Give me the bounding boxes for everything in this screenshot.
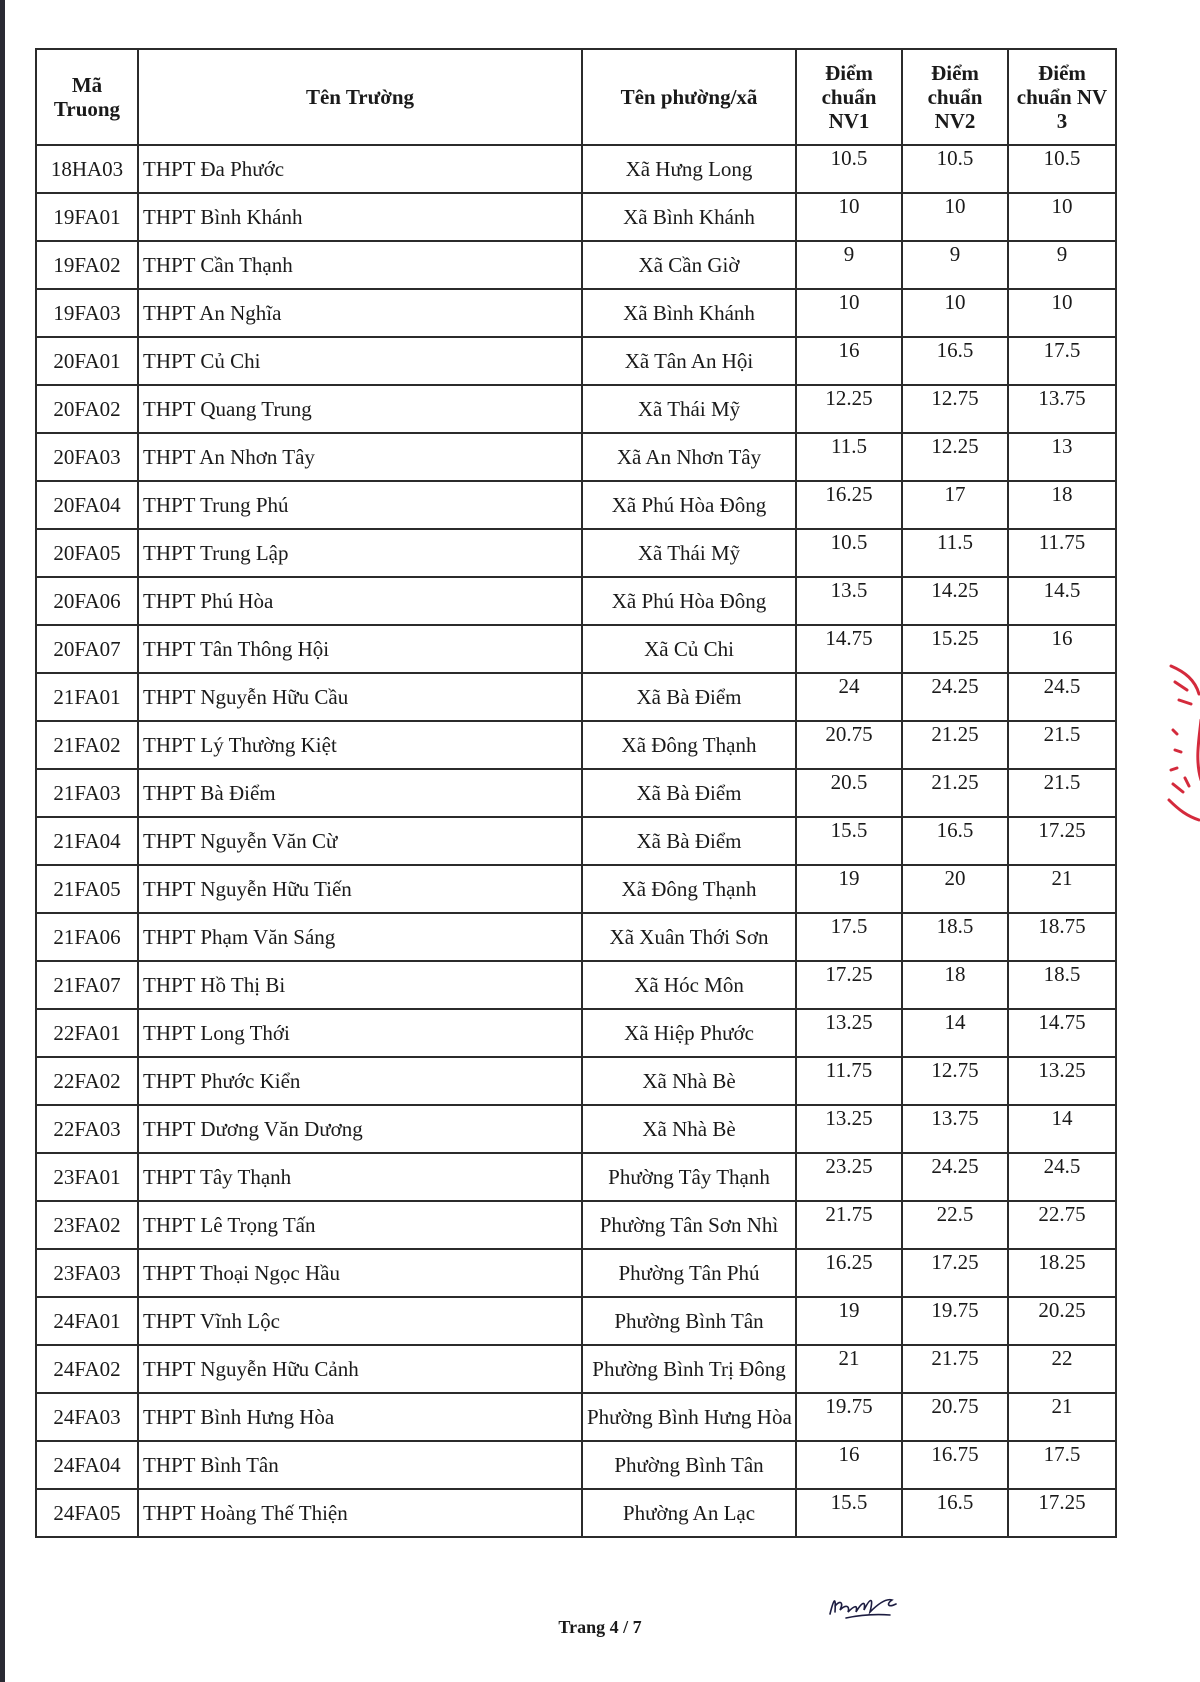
ward-cell: Xã Bình Khánh (582, 193, 796, 241)
ward-cell: Xã Xuân Thới Sơn (582, 913, 796, 961)
score-nv3-cell: 17.25 (1008, 817, 1116, 865)
ward-cell: Xã Hiệp Phước (582, 1009, 796, 1057)
score-nv3-cell: 17.5 (1008, 337, 1116, 385)
score-nv1-cell: 10.5 (796, 529, 902, 577)
score-nv2-cell: 14.25 (902, 577, 1008, 625)
ward-cell: Phường Tây Thạnh (582, 1153, 796, 1201)
school-code-cell: 24FA02 (36, 1345, 138, 1393)
score-nv3-cell: 13 (1008, 433, 1116, 481)
school-code-cell: 20FA03 (36, 433, 138, 481)
score-nv1-cell: 20.75 (796, 721, 902, 769)
ward-cell: Xã Phú Hòa Đông (582, 481, 796, 529)
scan-edge (0, 0, 5, 1682)
score-nv1-cell: 20.5 (796, 769, 902, 817)
school-name-cell: THPT Vĩnh Lộc (138, 1297, 582, 1345)
score-nv1-cell: 15.5 (796, 1489, 902, 1537)
ward-cell: Xã Đông Thạnh (582, 865, 796, 913)
school-code-cell: 21FA01 (36, 673, 138, 721)
school-code-cell: 23FA01 (36, 1153, 138, 1201)
score-nv2-cell: 19.75 (902, 1297, 1008, 1345)
score-nv1-cell: 13.5 (796, 577, 902, 625)
table-row (36, 625, 1116, 673)
school-name-cell: THPT Đa Phước (138, 145, 582, 193)
score-nv3-cell: 22.75 (1008, 1201, 1116, 1249)
table-row (36, 577, 1116, 625)
ward-cell: Xã Bà Điểm (582, 673, 796, 721)
score-nv2-cell: 10 (902, 289, 1008, 337)
school-name-cell: THPT An Nhơn Tây (138, 433, 582, 481)
school-code-cell: 21FA07 (36, 961, 138, 1009)
score-nv1-cell: 21 (796, 1345, 902, 1393)
school-code-cell: 22FA03 (36, 1105, 138, 1153)
school-code-cell: 21FA04 (36, 817, 138, 865)
score-nv2-cell: 20.75 (902, 1393, 1008, 1441)
table-row (36, 1249, 1116, 1297)
header-school-name: Tên Trường (138, 49, 582, 145)
school-name-cell: THPT Dương Văn Dương (138, 1105, 582, 1153)
school-name-cell: THPT Tân Thông Hội (138, 625, 582, 673)
score-nv3-cell: 14.5 (1008, 577, 1116, 625)
score-nv1-cell: 10 (796, 193, 902, 241)
school-code-cell: 22FA02 (36, 1057, 138, 1105)
school-code-cell: 20FA07 (36, 625, 138, 673)
table-body (36, 145, 1116, 1537)
score-nv3-cell: 13.75 (1008, 385, 1116, 433)
score-nv2-cell: 12.75 (902, 385, 1008, 433)
ward-cell: Xã An Nhơn Tây (582, 433, 796, 481)
school-code-cell: 19FA03 (36, 289, 138, 337)
score-nv1-cell: 21.75 (796, 1201, 902, 1249)
table-header-row (36, 49, 1116, 145)
score-nv2-cell: 15.25 (902, 625, 1008, 673)
table-row (36, 193, 1116, 241)
school-name-cell: THPT Hoàng Thế Thiện (138, 1489, 582, 1537)
school-code-cell: 18HA03 (36, 145, 138, 193)
score-nv3-cell: 13.25 (1008, 1057, 1116, 1105)
score-nv3-cell: 14 (1008, 1105, 1116, 1153)
score-nv1-cell: 11.5 (796, 433, 902, 481)
score-nv3-cell: 18.25 (1008, 1249, 1116, 1297)
score-nv2-cell: 16.5 (902, 817, 1008, 865)
score-nv2-cell: 18.5 (902, 913, 1008, 961)
score-nv3-cell: 10.5 (1008, 145, 1116, 193)
score-nv2-cell: 21.25 (902, 721, 1008, 769)
score-nv1-cell: 9 (796, 241, 902, 289)
ward-cell: Xã Bà Điểm (582, 769, 796, 817)
ward-cell: Phường Bình Hưng Hòa (582, 1393, 796, 1441)
school-name-cell: THPT Quang Trung (138, 385, 582, 433)
table-row (36, 1489, 1116, 1537)
stamp-icon (1165, 660, 1200, 840)
school-name-cell: THPT Phú Hòa (138, 577, 582, 625)
school-name-cell: THPT Lý Thường Kiệt (138, 721, 582, 769)
score-nv3-cell: 21 (1008, 1393, 1116, 1441)
school-name-cell: THPT Trung Lập (138, 529, 582, 577)
table-row (36, 481, 1116, 529)
school-code-cell: 24FA01 (36, 1297, 138, 1345)
school-name-cell: THPT Bà Điểm (138, 769, 582, 817)
table-row (36, 1201, 1116, 1249)
score-nv3-cell: 14.75 (1008, 1009, 1116, 1057)
score-nv2-cell: 16.5 (902, 337, 1008, 385)
score-nv2-cell: 24.25 (902, 1153, 1008, 1201)
score-nv2-cell: 16.75 (902, 1441, 1008, 1489)
table-row (36, 529, 1116, 577)
page-number: Trang 4 / 7 (558, 1617, 642, 1637)
ward-cell: Xã Cần Giờ (582, 241, 796, 289)
school-name-cell: THPT Thoại Ngọc Hầu (138, 1249, 582, 1297)
score-nv1-cell: 10.5 (796, 145, 902, 193)
header-score-nv2: Điểm chuẩn NV2 (902, 49, 1008, 145)
score-nv2-cell: 24.25 (902, 673, 1008, 721)
score-nv3-cell: 11.75 (1008, 529, 1116, 577)
score-nv2-cell: 14 (902, 1009, 1008, 1057)
score-nv2-cell: 17.25 (902, 1249, 1008, 1297)
ward-cell: Xã Củ Chi (582, 625, 796, 673)
school-name-cell: THPT Nguyễn Hữu Cầu (138, 673, 582, 721)
school-code-cell: 19FA01 (36, 193, 138, 241)
score-nv3-cell: 18.5 (1008, 961, 1116, 1009)
score-nv1-cell: 12.25 (796, 385, 902, 433)
ward-cell: Xã Nhà Bè (582, 1057, 796, 1105)
school-name-cell: THPT Bình Tân (138, 1441, 582, 1489)
ward-cell: Xã Bình Khánh (582, 289, 796, 337)
school-name-cell: THPT Long Thới (138, 1009, 582, 1057)
score-nv1-cell: 15.5 (796, 817, 902, 865)
school-code-cell: 20FA02 (36, 385, 138, 433)
table-row (36, 721, 1116, 769)
score-nv1-cell: 11.75 (796, 1057, 902, 1105)
school-name-cell: THPT Nguyễn Văn Cừ (138, 817, 582, 865)
score-nv2-cell: 20 (902, 865, 1008, 913)
score-nv2-cell: 21.25 (902, 769, 1008, 817)
score-nv1-cell: 24 (796, 673, 902, 721)
school-name-cell: THPT Nguyễn Hữu Cảnh (138, 1345, 582, 1393)
school-name-cell: THPT Củ Chi (138, 337, 582, 385)
score-nv1-cell: 13.25 (796, 1105, 902, 1153)
score-nv1-cell: 14.75 (796, 625, 902, 673)
school-code-cell: 20FA06 (36, 577, 138, 625)
school-name-cell: THPT Cần Thạnh (138, 241, 582, 289)
score-nv3-cell: 17.5 (1008, 1441, 1116, 1489)
ward-cell: Xã Thái Mỹ (582, 529, 796, 577)
table-row (36, 241, 1116, 289)
score-nv3-cell: 21.5 (1008, 769, 1116, 817)
school-code-cell: 24FA04 (36, 1441, 138, 1489)
score-nv2-cell: 12.25 (902, 433, 1008, 481)
ward-cell: Phường Tân Phú (582, 1249, 796, 1297)
table-row (36, 817, 1116, 865)
table-row (36, 865, 1116, 913)
header-ward: Tên phường/xã (582, 49, 796, 145)
score-nv3-cell: 20.25 (1008, 1297, 1116, 1345)
score-nv2-cell: 10.5 (902, 145, 1008, 193)
table-row (36, 913, 1116, 961)
score-nv3-cell: 10 (1008, 289, 1116, 337)
school-name-cell: THPT Phạm Văn Sáng (138, 913, 582, 961)
score-nv2-cell: 16.5 (902, 1489, 1008, 1537)
table-row (36, 769, 1116, 817)
score-nv1-cell: 19.75 (796, 1393, 902, 1441)
score-nv3-cell: 22 (1008, 1345, 1116, 1393)
table-row (36, 1153, 1116, 1201)
score-nv2-cell: 22.5 (902, 1201, 1008, 1249)
school-code-cell: 20FA01 (36, 337, 138, 385)
table-row (36, 961, 1116, 1009)
table-row (36, 1297, 1116, 1345)
ward-cell: Phường Bình Tân (582, 1441, 796, 1489)
table-row (36, 1105, 1116, 1153)
ward-cell: Phường Tân Sơn Nhì (582, 1201, 796, 1249)
table-row (36, 1441, 1116, 1489)
score-nv3-cell: 17.25 (1008, 1489, 1116, 1537)
school-name-cell: THPT Bình Hưng Hòa (138, 1393, 582, 1441)
ward-cell: Phường Bình Tân (582, 1297, 796, 1345)
score-nv3-cell: 21.5 (1008, 721, 1116, 769)
score-nv1-cell: 19 (796, 865, 902, 913)
school-code-cell: 21FA05 (36, 865, 138, 913)
score-nv1-cell: 16 (796, 337, 902, 385)
school-name-cell: THPT Bình Khánh (138, 193, 582, 241)
school-name-cell: THPT Nguyễn Hữu Tiến (138, 865, 582, 913)
score-nv1-cell: 10 (796, 289, 902, 337)
score-nv3-cell: 10 (1008, 193, 1116, 241)
score-nv2-cell: 21.75 (902, 1345, 1008, 1393)
table-row (36, 337, 1116, 385)
score-nv2-cell: 12.75 (902, 1057, 1008, 1105)
school-name-cell: THPT Hồ Thị Bi (138, 961, 582, 1009)
school-name-cell: THPT An Nghĩa (138, 289, 582, 337)
table-row (36, 385, 1116, 433)
ward-cell: Phường An Lạc (582, 1489, 796, 1537)
school-name-cell: THPT Tây Thạnh (138, 1153, 582, 1201)
score-nv3-cell: 24.5 (1008, 673, 1116, 721)
score-nv1-cell: 13.25 (796, 1009, 902, 1057)
header-school-code: Mã Truong (36, 49, 138, 145)
school-code-cell: 24FA05 (36, 1489, 138, 1537)
table-row (36, 1009, 1116, 1057)
score-nv1-cell: 17.25 (796, 961, 902, 1009)
score-nv2-cell: 18 (902, 961, 1008, 1009)
school-code-cell: 21FA06 (36, 913, 138, 961)
school-code-cell: 21FA03 (36, 769, 138, 817)
score-nv1-cell: 17.5 (796, 913, 902, 961)
score-nv1-cell: 23.25 (796, 1153, 902, 1201)
ward-cell: Xã Thái Mỹ (582, 385, 796, 433)
score-nv3-cell: 18 (1008, 481, 1116, 529)
admission-scores-table (35, 48, 1117, 1538)
school-code-cell: 20FA04 (36, 481, 138, 529)
table-row (36, 1393, 1116, 1441)
score-nv2-cell: 13.75 (902, 1105, 1008, 1153)
score-nv3-cell: 9 (1008, 241, 1116, 289)
score-nv3-cell: 21 (1008, 865, 1116, 913)
table-row (36, 1345, 1116, 1393)
score-nv1-cell: 16 (796, 1441, 902, 1489)
score-nv2-cell: 11.5 (902, 529, 1008, 577)
score-nv1-cell: 16.25 (796, 481, 902, 529)
ward-cell: Xã Phú Hòa Đông (582, 577, 796, 625)
ward-cell: Xã Đông Thạnh (582, 721, 796, 769)
school-name-cell: THPT Trung Phú (138, 481, 582, 529)
score-nv3-cell: 24.5 (1008, 1153, 1116, 1201)
score-nv1-cell: 19 (796, 1297, 902, 1345)
score-nv1-cell: 16.25 (796, 1249, 902, 1297)
ward-cell: Phường Bình Trị Đông (582, 1345, 796, 1393)
table-row (36, 1057, 1116, 1105)
school-name-cell: THPT Phước Kiển (138, 1057, 582, 1105)
school-code-cell: 23FA02 (36, 1201, 138, 1249)
school-code-cell: 23FA03 (36, 1249, 138, 1297)
score-nv2-cell: 17 (902, 481, 1008, 529)
school-code-cell: 22FA01 (36, 1009, 138, 1057)
ward-cell: Xã Nhà Bè (582, 1105, 796, 1153)
score-nv2-cell: 10 (902, 193, 1008, 241)
school-name-cell: THPT Lê Trọng Tấn (138, 1201, 582, 1249)
ward-cell: Xã Hưng Long (582, 145, 796, 193)
header-score-nv1: Điểm chuẩn NV1 (796, 49, 902, 145)
ward-cell: Xã Tân An Hội (582, 337, 796, 385)
score-nv2-cell: 9 (902, 241, 1008, 289)
header-score-nv3: Điểm chuẩn NV 3 (1008, 49, 1116, 145)
table-row (36, 289, 1116, 337)
ward-cell: Xã Hóc Môn (582, 961, 796, 1009)
table-row (36, 673, 1116, 721)
school-code-cell: 19FA02 (36, 241, 138, 289)
ward-cell: Xã Bà Điểm (582, 817, 796, 865)
table-row (36, 145, 1116, 193)
school-code-cell: 21FA02 (36, 721, 138, 769)
school-code-cell: 24FA03 (36, 1393, 138, 1441)
table-row (36, 433, 1116, 481)
score-nv3-cell: 16 (1008, 625, 1116, 673)
school-code-cell: 20FA05 (36, 529, 138, 577)
score-nv3-cell: 18.75 (1008, 913, 1116, 961)
